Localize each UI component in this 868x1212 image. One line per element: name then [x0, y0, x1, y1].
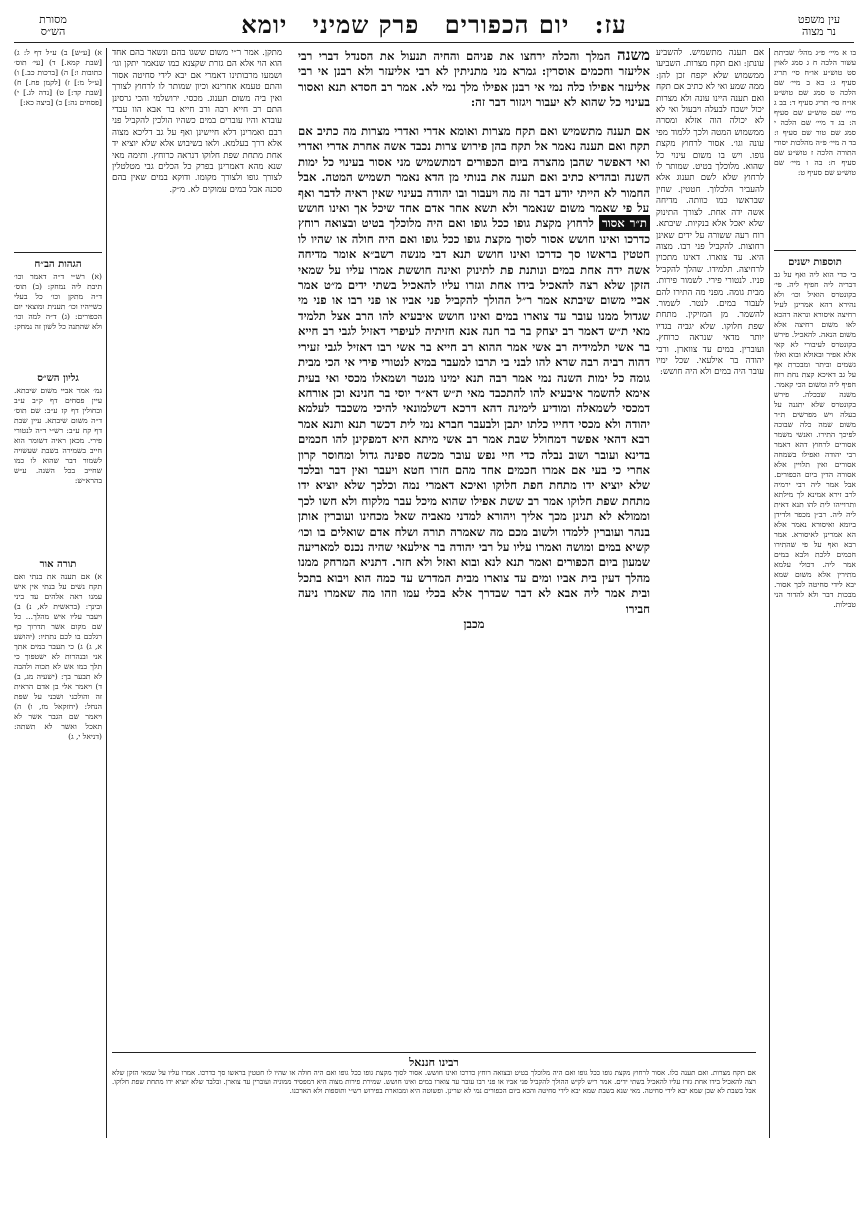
rashi-text: אם תענה מתשמיש. להשביע עונתן: ואם תקח מצרות. השביעו ממשמוש שלא יקפח זכן להן: ממה שמע ואי לא כתיב אם תקח ואם תענה היינו עונה ולא מצרות יכול ישכח לבעלה ויבעול ואי לא לא יכולה הוה אזלא ומסרה ממשמוש המטה ולכך ללמוד מפי עונה וגו׳. אסור לרחוץ מקצת גופו. ויש בו משום עינוי כל שהוא. מלוכלך בטיט. שמותר לו לרחוץ שלא לשם תענוג אלא להעביר הלכלוך. חטטין. שחין שבראשו כמו כוותה. מדיחה אשה ידה אחת. לצורך התינוק שלא יאכל אלא בנקיות. שיבתא. רוח רעה ששורה על ידים שאינן רחוצות. להקביל פני רבו. מצוה היא. עד צוארו. דאינו מתכוין לרחיצה. תלמידו. שהלך להקביל פניו. לנטורי פירי. לשמור פירות. מבית גומה. מפני מה התירו להם לעבור במים. לנטר. לשמור. להשמר. מן המזיקין. מתחת שפת חלוקו. שלא יגביה בגדיו יותר מדאי שנראה כרוחץ. ועוברין. במים עד צווארן. ורבי יהודה בר אילעאי. שכל ימיו עובר היה במים ולא היה חושש:: [656, 48, 764, 378]
gemara-text-part-2: לרחוץ מקצת גופו ככל גופו ואם היה מלוכלך בטיט ובצואה רוחץ כדרכו ואינו חושש אסור לסוך מקצת גופו ככל גופו ואם היה חולה או שהיו לו חטטין בראשו סך כדרכו ואינו חושש תנא דבי מנשה רשב״א אומר מדיחה אשה ידה אחת במים ונותנת פת לתינוק ואינה חוששת אמרו עליו על שמאי הזקן שלא רצה להאכיל בידו אחת וגזרו עליו להאכיל בשתי ידים מ״ט אמר אביי משום שיבתא אמר ר״ל ההולך להקביל פני אביו או פני רבו או פני מי שגדול ממנו עובר עד צוארו במים ואינו חושש איבעיא להו הרב אצל תלמיד מאי ת״ש דאמר רב יצחק בר בר חנה אנא חזיתיה לעיפרי דאזיל לגבי רב חייא בר אשי תלמידיה רב אשי אמר ההוא רב חייא בר אשי רבו דאזיל לגבי זעירי דהוה רביה רבה שרא להו לבני בי תרבו למעבר במיא לנטורי פירי אי הכי מבית גומה כל ימות השנה נמי אמר רבה תנא ימינו מנטר ושמאלו מכסי ואי בעית אימא להשמר איבעיא להו להתכבד מאי ת״ש דא״ר יוסי בר חנינא וכן אורחא דמכסי לשמאלה ומודיע לימינה דהא דרכא דשלמונאי להיכי משכבד לעלמא יהודה ולא מכסי דחייו כלתו יתבן ולבעבר חברא נמי לית דכשר תנא ותנא אמר רבא דהאי אפשר דמחולל שבת אמר רב אשי מיתא היא דמפקינן להו חכמים בדינא ועובר ושוב נבלה כדי חיי נפש עובר מכשה ספינה גדול ומחוסר קרון אחרי כי בעי אם אמרו חכמים אחד מהם חזרו חטא ויעבר ואין דבר ובלכד שלא יוציא ידו מתחת חפת חלוקו ואיכא דאמרי נמה וכלכך שלא יוציא ידו מתחת שפת חלוקו אמר רב ששת אפילו שהוא מיכל עבר מלקוח ולא חשו לכך וממולא לא תנינן מכך אליך ויהורא למדני מאביה שאל מכחינו ועוברין אותן בנהר ועוברין ללמדו ולשוב מכם מה שאמרה תורה ושלח אדם שואלים בו וכו׳ קשיא במים ומושה ואמרו עליו על רבי יהודה בר אילעאי שהיה נכנס למאריעה שמעון ביום הכפורים ואמר תנא לנא ובוא ואזל ולא חזר. דתניא המרחק ממנו מהלך דעין בית אביו ומים עד צוארו מבית המדרש עד כמה הוא ויבוא בתכל ובית אמר ליה אבא לא דבר שבדרך אלא בכלי עמו וזהו מה שאמרו ניעה חבירו: [298, 216, 650, 616]
left-margin-rule: [106, 48, 107, 1138]
gilyon-column: [14, 370, 102, 550]
tosafot-column: [112, 48, 282, 1048]
torah-or-title: תורה אור: [39, 559, 77, 570]
ein-mishpat-label-top: עין משפט: [797, 13, 841, 26]
mishna-block: [298, 48, 650, 120]
masoret-column: [14, 48, 102, 248]
masoret-label: [18, 14, 88, 38]
masoret-label-top: מסורת: [39, 13, 67, 26]
bottom-divider: [112, 1052, 756, 1053]
gemara-end-word: מכבן: [463, 617, 485, 631]
rabeinu-chananel-block: [112, 1056, 756, 1149]
chapter-number: פרק שמיני: [312, 10, 420, 39]
mishna-text: המלך והכלה ירחצו את פניהם והחיה תנעול את הסנדל דברי רבי אליעזר וחכמים אוסרין: גמרא מני מתניתין לא רבי אליעזר ולא רבנן אי רבי אליעזר אפילו כלה נמי אי רבנן אפילו מלך נמי לא. אמר רב חסדא תנא ואסור בעינוי כל שהוא לא יעבור ויגזור דבר זה:: [298, 49, 650, 110]
gemara-opening: אם תענה מתשמיש ואם תקח מצרות ואומא אדרי ואדרי מצרות: [361, 124, 650, 138]
ein-mishpat-text: בו א מיי׳ פ״ג מהל׳ שביתת עשור הלכה ח ג סמג לאוין סט טוש״ע או״ח סי׳ תריג סעיף ג: בא ב מיי׳ שם הלכה ט סמג שם טוש״ע או״ח סי׳ תריג סעיף ד: בב ג מיי׳ שם טוש״ע שם סעיף ה: בג ד מיי׳ שם הלכה י סמג שם טור שם סעיף ו: בד ה מיי׳ פ״ה מהלכות יסודי התורה הלכה ז טוש״ע שם סעיף ח: בה ו מיי׳ שם טוש״ע שם סעיף ט:: [774, 48, 856, 177]
rabeinu-chananel-text: אם תקח מצרות. ואם תענה כלו. אסור לרחוץ מקצת גופו ככל גופו ואם היה מלוכלך בטיט ובצואה רוחץ כדרכו ואינו חושש. אסור לסוך מקצת גופו ככל גופו ואם היה חולה או שהיו לו חטטין בראשו סך כדרכו. אמרו עליו על שמאי הזקן שלא רצה להאכיל בידו אחת גזרו עליו להאכיל בשתי ידים. אמר ריש לקיש ההולך להקביל פני אביו או פני רבו עובר עד צוארו במים ואינו חושש. שמירת פירות מצוה היא דמפסיד ממוניה ועוברין עד צוארן. ובלבד שלא יוציא ידו מתחת שפת חלוקו. אבל בשבת לא שכן שמא יבא לידי סחיטה. מאי שנא בשבת שמא יבא לידי סחיטה והכא ביום הכפורים נמי לא שרינן. ופשוטה היא ומבוארת בפירוש רש״י ותוספות ולא הארכנו.: [112, 1069, 756, 1096]
rabeinu-chananel-title: רבינו חננאל: [409, 1056, 459, 1069]
tosfot-yeshanim-column: [774, 254, 856, 1144]
hagahot-text: (א) רש״י ד״ה דאמר וכו׳ תיבת ליה נמחק: (ב) תוס׳ ד״ה מתקן וכו׳ כל בעלי כשייהיו וכו׳ תענית ומוצאי יום הכפורים: (ג) ד״ה למה וכו׳ ולא שהתנה כל לשון זה נמחק:: [14, 272, 102, 331]
torah-or-column: [14, 556, 102, 936]
right-margin-rule: [769, 48, 770, 1138]
hagahot-title: הגהות הב״ח: [34, 259, 82, 270]
gemara-text-part-1: מה כתיב אם תקח ואם תענה נאמר אל תקח בהן פירוש צרות נכבד אשה אחרת אדרי ואדרי ואי דאפשר שהבן מהצרה ביום הכפורים דמתשמיש מני אסור בעינוי כל ימות השנה ובהדיא כתיב ואם תענה את בנותי מן הדא נאמר תשמיש המטה. אבל החמור לא הייתי יודע דבר זה מה ויעבור ובו יהודה בעינוי שאין ראיה לדבר ואף על פי שאמר משום שנאמר ולא תשא אחר אדם אחד שיכל אך ואינו חושש: [298, 124, 650, 216]
page-title: [0, 10, 868, 40]
masoret-label-bottom: הש״ס: [40, 25, 66, 38]
masoret-text: א) [ע״ש] ב) ע״ל דף ל: ג) [שבת קמא.] ד) [עי׳ תוס׳ כתובות ו:] ה) [ברכות כב.] ו) [ע״ל מ:] ז) [לקמן פח.] ח) [שבת קד:] ט) [נדה לג.] י) [פסחים נה:] כ) [ביצה כא:]: [14, 48, 102, 107]
torah-or-text: א) אם תענה את בנתי ואם תקח נשים על בנתי אין איש עמנו ראה אלהים עד ביני ובינך: (בראשית לא, נ) ב) ויעבר עליו איש מהלך... כל שם מקום אשר תדרוך כף רגלכם בו לכם נתתיו: (יהושע א, ג) ג) כי תעבר במים אתך אני ובנהרות לא ישטפוך כי תלך במו אש לא תכוה ולהבה לא תבער בך: (ישעיה מג, ב) ד) ויאמר אלי בן אדם הראית זה והולכני ושבני על שפת הנחל: (יחזקאל מז, ו) ה) ויאמר שם הגבר אשר לא תאכל ואשר לא תשתה: (דניאל י, ג): [14, 572, 102, 741]
hagahot-column: [14, 256, 102, 366]
gemara-end-marker: [298, 617, 650, 632]
page-header: [0, 10, 868, 40]
chapter-name: יום הכפורים: [444, 10, 570, 39]
gilyon-text: גמ׳ אמר אביי משום שיבתא. עיין פסחים דף ק״ב ע״ב ובחולין דף קז ע״ב: שם תוס׳ ד״ה משום שיבתא. עיין שבת דף קח ע״ב: רש״י ד״ה לנטורי פירי. מכאן ראיה דשומר הוא חייב בשמירה בשבת שעשויה לשמור דבר שהוא לו כמו שחייב בכל השנה. ע״ש בהרא״ש:: [14, 386, 102, 485]
masoret-divider: [14, 252, 102, 253]
tosafot-text: מתקן. אמר ר״י משום ששגו בהם ונשאר בהם אחד הוא הוי אלא הם גזרת שקצנא כמו שנאמר יתקן וגו׳ ושמעו מרבותינו דאמרי אם יבא לידי סחיטה אסור והתם טעמא אחרינא וכיון שמותר לו לרחוץ לצורך ואין ביה משום תענוג. מכסי. ירושלמי והכי גרסינן התם רב חייא רבה ורב חייא בר אבא הוו עבדי עובדא והיו עוברים במים כשהיו הולכין להקביל פני רבם ואמרינן דלא חיישינן ואף על גב דליכא מצוה אלא דרך בעלמא. ולאו בשיבוש אלא שלא יוציא יד אחת מתחת שפת חלוקו דנראה כרוחץ. ותימה מאי שנא מהא דאמרינן בפרק כל הכלים גבי מטלטלין לצורך גופו ולצורך מקומו. ודוקא במים שאין בהם סכנה אבל במים עמוקים לא. מ״ק.: [112, 48, 282, 195]
tractate-name: יומא: [241, 10, 288, 39]
mishna-lead: משנה: [616, 48, 650, 64]
gemara-block: [298, 124, 650, 1048]
gemara-highlighted-term: ת״ר אסור: [599, 215, 650, 231]
ein-mishpat-divider: [774, 250, 856, 251]
rabeinu-chananel-body: [112, 1069, 756, 1149]
gilyon-title: גליון הש״ס: [37, 373, 79, 384]
rashi-column: [656, 48, 764, 1048]
tosfot-yeshanim-title: תוספות ישנים: [788, 257, 842, 268]
header-rule: [14, 42, 854, 43]
tosfot-yeshanim-text: בי כדי הוא ליה ואף על גב דבריה ליה חפיף ליה. פי׳ בקונטרס הואיל וכו׳ ולא נהירא דהא אמרינן לעיל רחיצה איסורא ונראה דהכא לאו משום רחיצה אלא משום הנאה. להאכיל. פירש בקונטרס לעיבורי לא קאי אלא אפיר ובאולא ובוא ואלו גשמים וביתר ומבכרת אף על גב דאיכא קצת נחת רוח חפיף ליה ומשום הכי קאמר. משנה שבכלה. פירש בקונטרס שלא יתגנה על בעלה ויש מפרשים ת״ר משום שמה כלה שבוכה לפיכך התירו. ואנשי משמר אסורים לרחוץ דהא דאמר רבי יהודה ואפילו בשמחה אסורים ואין תלויין אלא אסורה הדין ביום הכפורים. אבל אמר ליה רבי ירמיה לרב זירא אמינא לך מילתא ותרוייהו לית להו תנא דאית ליה ליה. רב״ן מכפר ולדידן ביומא ואיסורא נאמר אלא הא אמרינן לאיסורא. אמר רבא ואף על פי שהתירו חכמים ללכת ולבא במים אמר ליה. דכולי עלמא מתירין אלא משום שמא יבא לידי סחיטה לכך אסור. מבכות דבר ולא להדור הני טבילות.: [774, 270, 856, 609]
ein-mishpat-label-bottom: נר מצוה: [802, 25, 836, 38]
ein-mishpat-column: [774, 48, 856, 248]
daf-number: עז:: [594, 10, 627, 39]
